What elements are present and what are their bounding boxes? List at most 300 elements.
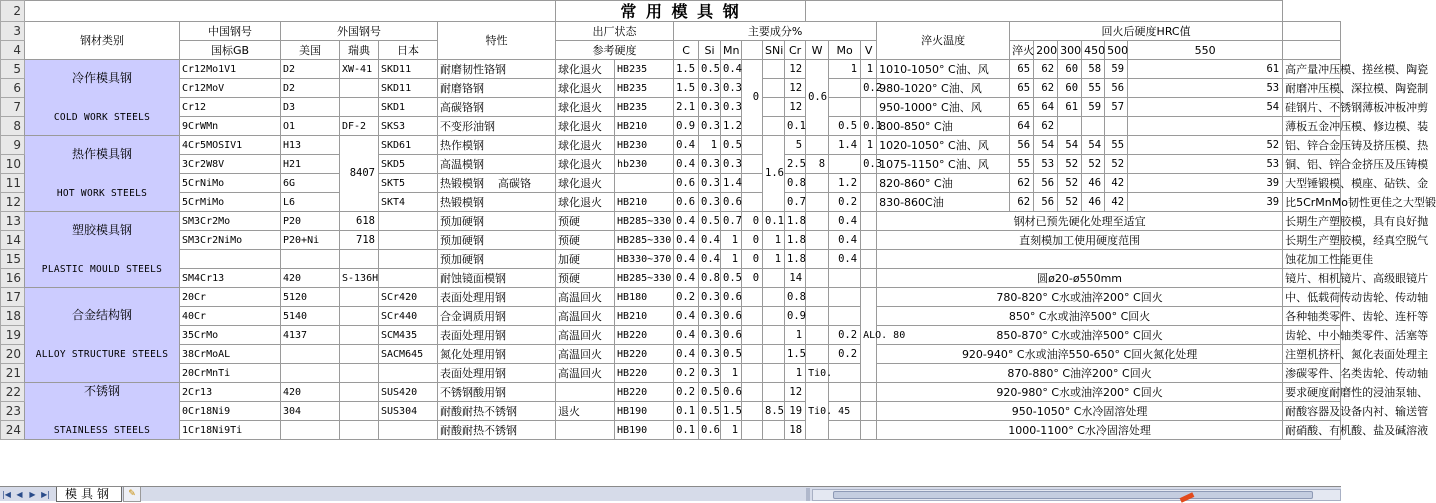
usage-cell[interactable]: 耐酸容器及设备内衬、输送管	[1283, 402, 1341, 421]
jis-grade[interactable]	[379, 364, 438, 383]
comp-v[interactable]	[861, 231, 877, 250]
header-sweden[interactable]: 瑞典	[340, 41, 379, 60]
comp-w[interactable]	[806, 231, 829, 250]
comp-x[interactable]	[742, 136, 763, 155]
header-element[interactable]: Si	[699, 41, 721, 60]
comp-v[interactable]: ALO. 80	[861, 288, 877, 383]
blank-cell[interactable]	[25, 1, 556, 22]
sheet-tab-active[interactable]: 模具钢	[56, 487, 122, 502]
comp-cr[interactable]: 0.7	[785, 193, 806, 212]
ref-hardness[interactable]: HB230	[615, 136, 674, 155]
row-header[interactable]: 8	[1, 117, 25, 136]
comp-si[interactable]: 0.3	[699, 98, 721, 117]
jis-grade[interactable]: SCM435	[379, 326, 438, 345]
comp-x[interactable]	[742, 174, 763, 193]
comp-mn[interactable]: 1	[721, 231, 742, 250]
comp-w[interactable]	[806, 193, 829, 212]
comp-mn[interactable]: 0.4	[721, 60, 742, 79]
comp-si[interactable]: 0.5	[699, 60, 721, 79]
temper-hrc[interactable]: 52	[1105, 155, 1128, 174]
jis-grade[interactable]	[379, 231, 438, 250]
property-cell[interactable]: 热锻模钢	[438, 193, 556, 212]
property-cell[interactable]	[438, 174, 556, 193]
sweden-grade[interactable]	[340, 364, 379, 383]
comp-x[interactable]	[742, 402, 763, 421]
comp-w[interactable]: 8	[806, 155, 829, 174]
comp-v[interactable]	[861, 421, 877, 440]
jis-grade[interactable]: SKD11	[379, 60, 438, 79]
header-element[interactable]: V	[861, 41, 877, 60]
row-header[interactable]: 6	[1, 79, 25, 98]
quench-temp[interactable]: 850° C水或油淬500° C回火	[877, 307, 1283, 326]
usa-grade[interactable]: O1	[281, 117, 340, 136]
delivery-state[interactable]: 退火	[556, 402, 615, 421]
comp-c[interactable]: 0.2	[674, 383, 699, 402]
delivery-state[interactable]: 球化退火	[556, 60, 615, 79]
delivery-state[interactable]: 预硬	[556, 231, 615, 250]
sweden-grade[interactable]	[340, 421, 379, 440]
insert-sheet-icon[interactable]: ✎	[123, 487, 141, 502]
usa-grade[interactable]: H21	[281, 155, 340, 174]
row-header[interactable]: 21	[1, 364, 25, 383]
quench-temp[interactable]: 800-850° C油	[877, 117, 1010, 136]
property-cell[interactable]: 高温模钢	[438, 155, 556, 174]
usa-grade[interactable]: H13	[281, 136, 340, 155]
row-header[interactable]: 3	[1, 22, 25, 41]
temper-hrc[interactable]: 42	[1105, 174, 1128, 193]
temper-hrc[interactable]: 56	[1010, 136, 1034, 155]
usage-cell[interactable]: 大型锤锻模、模座、砧铁、金	[1283, 174, 1341, 193]
property-cell[interactable]: 耐蚀镜面模钢	[438, 269, 556, 288]
last-sheet-button[interactable]: ▶|	[41, 489, 50, 499]
comp-cr[interactable]: 12	[785, 60, 806, 79]
comp-cr[interactable]: 1.8	[785, 212, 806, 231]
temper-hrc[interactable]: 42	[1105, 193, 1128, 212]
property-cell[interactable]: 耐磨韧性铬钢	[438, 60, 556, 79]
comp-si[interactable]: 0.4	[699, 250, 721, 269]
usa-grade[interactable]: D2	[281, 60, 340, 79]
delivery-state[interactable]	[556, 383, 615, 402]
temper-hrc[interactable]: 52	[1058, 193, 1082, 212]
row-header[interactable]: 10	[1, 155, 25, 174]
temper-hrc[interactable]: 46	[1082, 193, 1105, 212]
sweden-grade[interactable]: S-136H	[340, 269, 379, 288]
comp-c[interactable]: 0.4	[674, 307, 699, 326]
comp-mn[interactable]: 0.6	[721, 383, 742, 402]
comp-cr[interactable]: 14	[785, 269, 806, 288]
comp-si[interactable]: 1	[699, 136, 721, 155]
gb-grade[interactable]: Cr12MoV	[180, 79, 281, 98]
temper-hrc[interactable]: 54	[1034, 136, 1058, 155]
usage-cell[interactable]: 耐磨冲压模、深拉模、陶瓷制	[1283, 79, 1341, 98]
jis-grade[interactable]	[379, 421, 438, 440]
comp-si[interactable]: 0.6	[699, 421, 721, 440]
ref-hardness[interactable]: HB330~370	[615, 250, 674, 269]
comp-si[interactable]: 0.3	[699, 345, 721, 364]
comp-w[interactable]	[806, 212, 829, 231]
header-element[interactable]	[742, 41, 763, 60]
delivery-state[interactable]: 球化退火	[556, 193, 615, 212]
comp-v[interactable]	[861, 174, 877, 193]
comp-mo[interactable]: 1	[829, 60, 861, 79]
comp-mn[interactable]: 0.6	[721, 326, 742, 345]
gb-grade[interactable]: 1Cr18Ni9Ti	[180, 421, 281, 440]
comp-mn[interactable]: 0.3	[721, 98, 742, 117]
ref-hardness[interactable]: HB210	[615, 307, 674, 326]
gb-grade[interactable]: Cr12	[180, 98, 281, 117]
comp-v[interactable]	[861, 269, 877, 288]
comp-mo[interactable]: 0.2	[829, 193, 861, 212]
page-title[interactable]: 常 用 模 具 钢	[556, 1, 806, 22]
row-header[interactable]: 4	[1, 41, 25, 60]
comp-cr[interactable]: 0.8	[785, 174, 806, 193]
usa-grade[interactable]: D2	[281, 79, 340, 98]
quench-temp[interactable]: 870-880° C油淬200° C回火	[877, 364, 1283, 383]
blank-cell[interactable]	[806, 1, 1283, 22]
property-cell[interactable]: 高碳铬钢	[438, 98, 556, 117]
usage-cell[interactable]: 铝、锌合金压铸及挤压模、热	[1283, 136, 1341, 155]
temper-hrc[interactable]: 52	[1128, 136, 1283, 155]
comp-mo[interactable]: 0.5	[829, 117, 861, 136]
usage-cell[interactable]: 齿轮、中小轴类零件、活塞等	[1283, 326, 1341, 345]
usage-cell[interactable]: 要求硬度耐磨性的浸油泵轴、	[1283, 383, 1341, 402]
comp-mn[interactable]: 1	[721, 421, 742, 440]
comp-v[interactable]: 0.1	[861, 117, 877, 136]
sweden-grade[interactable]	[340, 288, 379, 307]
ref-hardness[interactable]: HB210	[615, 193, 674, 212]
sweden-grade[interactable]	[340, 250, 379, 269]
delivery-state[interactable]: 球化退火	[556, 79, 615, 98]
sweden-grade[interactable]	[340, 402, 379, 421]
header-temper-col[interactable]: 200	[1034, 41, 1058, 60]
usage-cell[interactable]: 各种轴类零件、齿轮、连杆等	[1283, 307, 1341, 326]
tab-split-handle[interactable]	[806, 488, 810, 501]
row-header[interactable]: 23	[1, 402, 25, 421]
comp-si[interactable]: 0.4	[699, 231, 721, 250]
comp-mo[interactable]: 1.4	[829, 136, 861, 155]
delivery-state[interactable]: 预硬	[556, 269, 615, 288]
comp-c[interactable]: 0.6	[674, 193, 699, 212]
comp-c[interactable]: 1.5	[674, 79, 699, 98]
row-header[interactable]: 20	[1, 345, 25, 364]
comp-cr[interactable]: 2.5	[785, 155, 806, 174]
delivery-state[interactable]: 加硬	[556, 250, 615, 269]
delivery-state[interactable]: 球化退火	[556, 117, 615, 136]
temper-hrc[interactable]	[1082, 117, 1105, 136]
usage-cell[interactable]: 长期生产塑胶模，具有良好抛	[1283, 212, 1341, 231]
sweden-grade[interactable]	[340, 383, 379, 402]
jis-grade[interactable]: SKS3	[379, 117, 438, 136]
quench-temp[interactable]: 980-1020° C油、风	[877, 79, 1010, 98]
comp-c[interactable]: 0.2	[674, 288, 699, 307]
comp-c[interactable]: 0.9	[674, 117, 699, 136]
comp-w[interactable]	[806, 307, 829, 326]
temper-hrc[interactable]	[1058, 117, 1082, 136]
temper-hrc[interactable]: 57	[1105, 98, 1128, 117]
delivery-state[interactable]: 球化退火	[556, 136, 615, 155]
row-header[interactable]: 13	[1, 212, 25, 231]
comp-si[interactable]: 0.3	[699, 174, 721, 193]
jis-grade[interactable]: SKT5	[379, 174, 438, 193]
prev-sheet-button[interactable]: ◀	[16, 489, 23, 499]
header-temper-col[interactable]: 500	[1105, 41, 1128, 60]
jis-grade[interactable]: SCr420	[379, 288, 438, 307]
gb-grade[interactable]: SM3Cr2Mo	[180, 212, 281, 231]
gb-grade[interactable]: SM4Cr13	[180, 269, 281, 288]
comp-w[interactable]	[806, 250, 829, 269]
usage-cell[interactable]: 蚀花加工性能更佳	[1283, 250, 1341, 269]
comp-si[interactable]: 0.5	[699, 212, 721, 231]
comp-c[interactable]: 0.2	[674, 364, 699, 383]
comp-c[interactable]: 0.4	[674, 326, 699, 345]
row-header[interactable]: 24	[1, 421, 25, 440]
property-cell[interactable]: 合金调质用钢	[438, 307, 556, 326]
comp-c[interactable]: 0.4	[674, 269, 699, 288]
usa-grade[interactable]: L6	[281, 193, 340, 212]
quench-temp[interactable]: 1075-1150° C油、风	[877, 155, 1010, 174]
ref-hardness[interactable]: HB220	[615, 364, 674, 383]
comp-v[interactable]: 0.2	[861, 79, 877, 98]
temper-hrc[interactable]: 65	[1010, 60, 1034, 79]
property-cell[interactable]: 耐酸耐热不锈钢	[438, 402, 556, 421]
comp-c[interactable]: 0.4	[674, 155, 699, 174]
ref-hardness[interactable]: HB210	[615, 117, 674, 136]
comp-sni[interactable]: 0.1	[763, 212, 785, 231]
comp-si[interactable]: 0.3	[699, 193, 721, 212]
usage-cell[interactable]: 长期生产塑胶模，经真空脱气	[1283, 231, 1341, 250]
comp-si[interactable]: 0.3	[699, 364, 721, 383]
comp-si[interactable]: 0.3	[699, 117, 721, 136]
header-cn-steel[interactable]: 中国钢号	[180, 22, 281, 41]
comp-mo[interactable]	[829, 383, 861, 402]
comp-sni[interactable]	[763, 421, 785, 440]
comp-w[interactable]: Ti0.	[806, 364, 829, 383]
temper-hrc[interactable]: 61	[1128, 60, 1283, 79]
comp-sni[interactable]: 1	[763, 231, 785, 250]
blank-cell[interactable]	[1283, 22, 1341, 41]
category-stainless[interactable]	[25, 383, 180, 440]
sweden-grade[interactable]: 8407	[340, 136, 379, 212]
temper-hrc[interactable]: 46	[1082, 174, 1105, 193]
gb-grade[interactable]: SM3Cr2NiMo	[180, 231, 281, 250]
usage-cell[interactable]: 渗碳零件、名类齿轮、传动轴	[1283, 364, 1341, 383]
comp-x[interactable]: 0	[742, 269, 763, 288]
comp-c[interactable]: 0.1	[674, 402, 699, 421]
jis-grade[interactable]: SUS420	[379, 383, 438, 402]
comp-si[interactable]: 0.5	[699, 402, 721, 421]
gb-grade[interactable]: 9CrWMn	[180, 117, 281, 136]
jis-grade[interactable]: SKT4	[379, 193, 438, 212]
comp-x[interactable]	[742, 193, 763, 212]
header-composition[interactable]: 主要成分%	[674, 22, 877, 41]
comp-cr[interactable]: 1.8	[785, 231, 806, 250]
delivery-state[interactable]: 球化退火	[556, 98, 615, 117]
next-sheet-button[interactable]: ▶	[29, 489, 36, 499]
temper-hrc[interactable]: 59	[1082, 98, 1105, 117]
row-header[interactable]: 5	[1, 60, 25, 79]
delivery-state[interactable]: 球化退火	[556, 174, 615, 193]
delivery-state[interactable]	[556, 421, 615, 440]
delivery-state[interactable]: 高温回火	[556, 326, 615, 345]
header-element[interactable]: W	[806, 41, 829, 60]
sweden-grade[interactable]	[340, 326, 379, 345]
row-header[interactable]: 14	[1, 231, 25, 250]
jis-grade[interactable]	[379, 250, 438, 269]
comp-x[interactable]	[742, 288, 763, 307]
comp-sni[interactable]	[763, 326, 785, 345]
comp-cr[interactable]: 1.8	[785, 250, 806, 269]
ref-hardness[interactable]: HB180	[615, 288, 674, 307]
comp-sni[interactable]: 8.5	[763, 402, 785, 421]
comp-mn[interactable]: 1	[721, 250, 742, 269]
comp-sni[interactable]	[763, 307, 785, 326]
property-cell[interactable]: 表面处理用钢	[438, 326, 556, 345]
temper-hrc[interactable]: 52	[1058, 155, 1082, 174]
comp-mn[interactable]: 1.2	[721, 117, 742, 136]
quench-temp[interactable]: 1010-1050° C油、风	[877, 60, 1010, 79]
comp-x[interactable]	[742, 155, 763, 174]
gb-grade[interactable]: 35CrMo	[180, 326, 281, 345]
sweden-grade[interactable]	[340, 98, 379, 117]
temper-hrc[interactable]: 39	[1128, 174, 1283, 193]
comp-v[interactable]: 0.3	[861, 155, 877, 174]
delivery-state[interactable]: 高温回火	[556, 288, 615, 307]
header-temper-col[interactable]: 300	[1058, 41, 1082, 60]
header-element[interactable]: Cr	[785, 41, 806, 60]
comp-sni[interactable]: 1	[763, 250, 785, 269]
usage-cell[interactable]: 高产量冲压模、搓丝模、陶瓷	[1283, 60, 1341, 79]
comp-cr[interactable]: 0.1	[785, 117, 806, 136]
header-element[interactable]: SNi	[763, 41, 785, 60]
comp-mn[interactable]: 0.3	[721, 155, 742, 174]
comp-c[interactable]: 0.4	[674, 231, 699, 250]
jis-grade[interactable]: SACM645	[379, 345, 438, 364]
temper-hrc[interactable]: 60	[1058, 79, 1082, 98]
usage-cell[interactable]: 耐硝酸、有机酸、盐及碱溶液	[1283, 421, 1341, 440]
row-header[interactable]: 17	[1, 288, 25, 307]
comp-mo[interactable]	[829, 364, 861, 383]
comp-c[interactable]: 1.5	[674, 60, 699, 79]
category-hot[interactable]	[25, 136, 180, 212]
comp-cr[interactable]: 1	[785, 326, 806, 345]
sweden-grade[interactable]: XW-41	[340, 60, 379, 79]
header-temper-col[interactable]: 450	[1082, 41, 1105, 60]
quench-temp[interactable]: 1000-1100° C水冷固溶处理	[877, 421, 1283, 440]
comp-mo[interactable]: 1.2	[829, 174, 861, 193]
comp-si[interactable]: 0.3	[699, 288, 721, 307]
quench-temp[interactable]: 950-1050° C水冷固溶处理	[877, 402, 1283, 421]
comp-x[interactable]	[742, 421, 763, 440]
header-japan[interactable]: 日本	[379, 41, 438, 60]
category-cold[interactable]	[25, 60, 180, 136]
usa-grade[interactable]	[281, 250, 340, 269]
temper-hrc[interactable]: 39	[1128, 193, 1283, 212]
comp-mo[interactable]: 0.2	[829, 345, 861, 364]
comp-w[interactable]	[806, 288, 829, 307]
temper-hrc[interactable]: 52	[1058, 174, 1082, 193]
usa-grade[interactable]	[281, 421, 340, 440]
usa-grade[interactable]	[281, 364, 340, 383]
comp-v[interactable]	[861, 250, 877, 269]
comp-c[interactable]: 0.6	[674, 174, 699, 193]
comp-mn[interactable]: 0.5	[721, 345, 742, 364]
comp-x[interactable]	[742, 326, 763, 345]
comp-cr[interactable]: 1.5	[785, 345, 806, 364]
usa-grade[interactable]: 6G	[281, 174, 340, 193]
usa-grade[interactable]: P20+Ni	[281, 231, 340, 250]
jis-grade[interactable]: SKD5	[379, 155, 438, 174]
sweden-grade[interactable]: 718	[340, 231, 379, 250]
quench-temp[interactable]: 1020-1050° C油、风	[877, 136, 1010, 155]
comp-mn[interactable]: 1.5	[721, 402, 742, 421]
property-cell[interactable]: 表面处理用钢	[438, 288, 556, 307]
jis-grade[interactable]: SKD11	[379, 79, 438, 98]
temper-hrc[interactable]: 62	[1010, 193, 1034, 212]
comp-mo[interactable]: 0.2	[829, 326, 861, 345]
comp-w[interactable]	[806, 136, 829, 155]
temper-hrc[interactable]: 58	[1082, 60, 1105, 79]
temper-hrc[interactable]: 56	[1105, 79, 1128, 98]
comp-cr[interactable]: 19	[785, 402, 806, 421]
delivery-state[interactable]: 高温回火	[556, 307, 615, 326]
comp-mo[interactable]: 0.4	[829, 212, 861, 231]
comp-mn[interactable]: 0.5	[721, 269, 742, 288]
row-header[interactable]: 15	[1, 250, 25, 269]
delivery-state[interactable]: 球化退火	[556, 155, 615, 174]
ref-hardness[interactable]: HB235	[615, 98, 674, 117]
quench-temp[interactable]: 950-1000° C油、风	[877, 98, 1010, 117]
comp-sni[interactable]	[763, 60, 785, 79]
sweden-grade[interactable]	[340, 345, 379, 364]
row-header[interactable]: 11	[1, 174, 25, 193]
blank-cell[interactable]	[1283, 41, 1341, 60]
comp-x[interactable]: 0	[742, 231, 763, 250]
temper-hrc[interactable]: 62	[1034, 60, 1058, 79]
property-cell[interactable]: 表面处理用钢	[438, 364, 556, 383]
comp-w[interactable]	[806, 269, 829, 288]
jis-grade[interactable]: SKD61	[379, 136, 438, 155]
delivery-state[interactable]: 预硬	[556, 212, 615, 231]
sweden-grade[interactable]	[340, 79, 379, 98]
header-usa[interactable]: 美国	[281, 41, 340, 60]
header-temper-col[interactable]: 550	[1128, 41, 1283, 60]
comp-v[interactable]	[861, 383, 877, 402]
temper-hrc[interactable]: 64	[1034, 98, 1058, 117]
blank-cell[interactable]	[877, 250, 1283, 269]
temper-hrc[interactable]: 54	[1082, 136, 1105, 155]
usa-grade[interactable]	[281, 345, 340, 364]
usage-cell[interactable]: 薄板五金冲压模、修边模、装	[1283, 117, 1341, 136]
property-cell[interactable]: 预加硬钢	[438, 212, 556, 231]
temper-hrc[interactable]: 53	[1128, 79, 1283, 98]
header-element[interactable]: Mn	[721, 41, 742, 60]
comp-mn[interactable]: 0.6	[721, 307, 742, 326]
delivery-state[interactable]: 高温回火	[556, 345, 615, 364]
property-cell[interactable]: 耐磨铬钢	[438, 79, 556, 98]
comp-x[interactable]	[742, 307, 763, 326]
jis-grade[interactable]: SCr440	[379, 307, 438, 326]
usage-cell[interactable]: 硅钢片、不锈钢薄板冲板冲剪	[1283, 98, 1341, 117]
ref-hardness[interactable]: HB285~330	[615, 231, 674, 250]
ref-hardness[interactable]: HB190	[615, 402, 674, 421]
comp-v[interactable]	[861, 98, 877, 117]
temper-hrc[interactable]: 53	[1034, 155, 1058, 174]
comp-mo[interactable]	[829, 269, 861, 288]
comp-w[interactable]: Ti0. 45	[806, 383, 829, 440]
ref-hardness[interactable]	[615, 174, 674, 193]
header-hardness[interactable]: 参考硬度	[556, 41, 674, 60]
comp-mo[interactable]: 0.4	[829, 250, 861, 269]
